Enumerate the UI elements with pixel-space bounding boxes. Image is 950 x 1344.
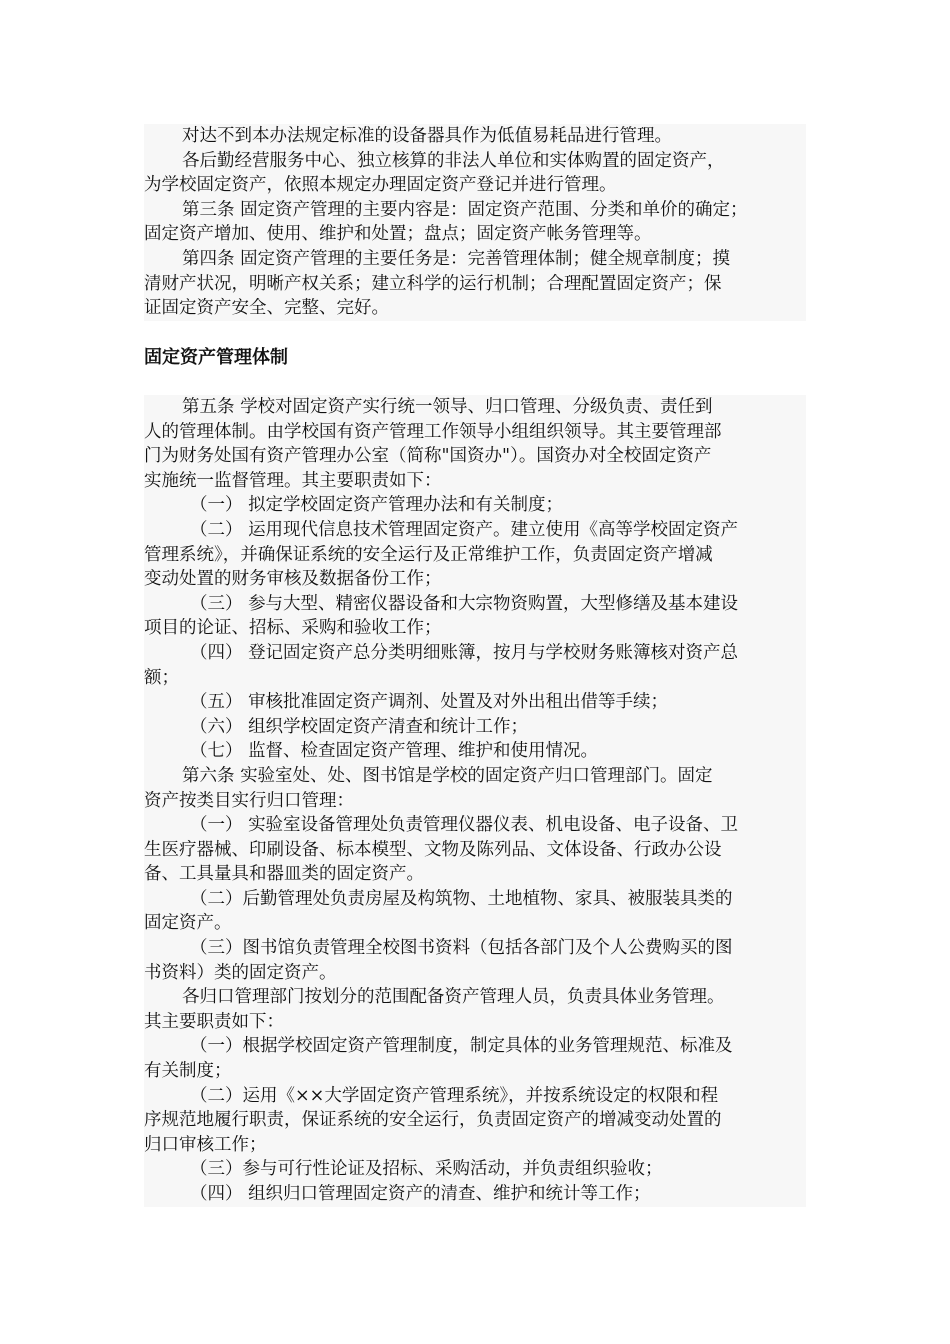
list-item-line: 额； <box>144 667 179 688</box>
list-item-line: 变动处置的财务审核及数据备份工作； <box>144 569 442 590</box>
list-item-line: （四） 组织归口管理固定资产的清查、维护和统计等工作； <box>190 1184 651 1204</box>
list-item-line: （一）根据学校固定资产管理制度，制定具体的业务管理规范、标准及 <box>190 1036 733 1057</box>
paragraph-line: 各归口管理部门按划分的范围配备资产管理人员，负责具体业务管理。 <box>182 987 725 1008</box>
article-6-line: 资产按类目实行归口管理： <box>144 790 354 811</box>
section-heading: 固定资产管理体制 <box>144 347 288 368</box>
article-3-line: 固定资产增加、使用、维护和处置；盘点；固定资产帐务管理等。 <box>144 224 652 245</box>
paragraph-line: 各后勤经营服务中心、独立核算的非法人单位和实体购置的固定资产， <box>182 150 725 171</box>
list-item-line: 有关制度； <box>144 1061 232 1082</box>
list-item-line: （六） 组织学校固定资产清查和统计工作； <box>190 716 529 737</box>
list-item-line: 生医疗器械、印刷设备、标本模型、文物及陈列品、文体设备、行政办公设 <box>144 839 722 860</box>
list-item-line: （三）图书馆负责管理全校图书资料（包括各部门及个人公费购买的图 <box>190 938 733 959</box>
list-item-line: （四） 登记固定资产总分类明细账簿，按月与学校财务账簿核对资产总 <box>190 642 739 663</box>
article-3-line: 第三条 固定资产管理的主要内容是：固定资产范围、分类和单价的确定； <box>182 199 748 220</box>
list-item-line: 书资料）类的固定资产。 <box>144 962 337 983</box>
list-item-line: 管理系统》，并确保证系统的安全运行及正常维护工作，负责固定资产增减 <box>144 544 713 565</box>
article-5-line: 人的管理体制。由学校国有资产管理工作领导小组组织领导。其主要管理部 <box>144 421 722 442</box>
list-item-line: （一） 拟定学校固定资产管理办法和有关制度； <box>190 495 564 516</box>
list-item-line: 序规范地履行职责，保证系统的安全运行，负责固定资产的增减变动处置的 <box>144 1110 722 1131</box>
paragraph-line: 为学校固定资产，依照本规定办理固定资产登记并进行管理。 <box>144 175 617 196</box>
paragraph-line: 对达不到本办法规定标准的设备器具作为低值易耗品进行管理。 <box>182 126 672 146</box>
list-item-line: 项目的论证、招标、采购和验收工作； <box>144 618 442 639</box>
list-item-line: （二）运用《××大学固定资产管理系统》，并按系统设定的权限和程 <box>190 1085 719 1106</box>
article-4-line: 第四条 固定资产管理的主要任务是：完善管理体制；健全规章制度；摸 <box>182 248 731 269</box>
article-5-line: 实施统一监督管理。其主要职责如下： <box>144 470 442 491</box>
text-block-top <box>144 124 806 321</box>
article-5-line: 门为财务处国有资产管理办公室（简称"国资办"）。国资办对全校固定资产 <box>144 446 712 467</box>
list-item-line: 归口审核工作； <box>144 1134 267 1155</box>
text-block-main <box>144 395 806 1207</box>
article-6-line: 第六条 实验室处、处、图书馆是学校的固定资产归口管理部门。固定 <box>182 765 713 786</box>
list-item-line: （三） 参与大型、精密仪器设备和大宗物资购置，大型修缮及基本建设 <box>190 593 739 614</box>
list-item-line: （三）参与可行性论证及招标、采购活动，并负责组织验收； <box>190 1159 663 1180</box>
list-item-line: 固定资产。 <box>144 913 232 934</box>
article-5-line: 第五条 学校对固定资产实行统一领导、归口管理、分级负责、责任到 <box>182 397 713 417</box>
list-item-line: （二） 运用现代信息技术管理固定资产。建立使用《高等学校固定资产 <box>190 519 739 540</box>
list-item-line: （七） 监督、检查固定资产管理、维护和使用情况。 <box>190 741 599 762</box>
list-item-line: 备、工具量具和器皿类的固定资产。 <box>144 864 424 885</box>
paragraph-line: 其主要职责如下： <box>144 1011 284 1032</box>
list-item-line: （一） 实验室设备管理处负责管理仪器仪表、机电设备、电子设备、卫 <box>190 815 739 836</box>
article-4-line: 清财产状况，明晰产权关系；建立科学的运行机制；合理配置固定资产；保 <box>144 273 722 294</box>
list-item-line: （二）后勤管理处负责房屋及构筑物、土地植物、家具、被服装具类的 <box>190 888 733 909</box>
article-4-line: 证固定资产安全、完整、完好。 <box>144 298 389 319</box>
list-item-line: （五） 审核批准固定资产调剂、处置及对外出租出借等手续； <box>190 692 669 713</box>
